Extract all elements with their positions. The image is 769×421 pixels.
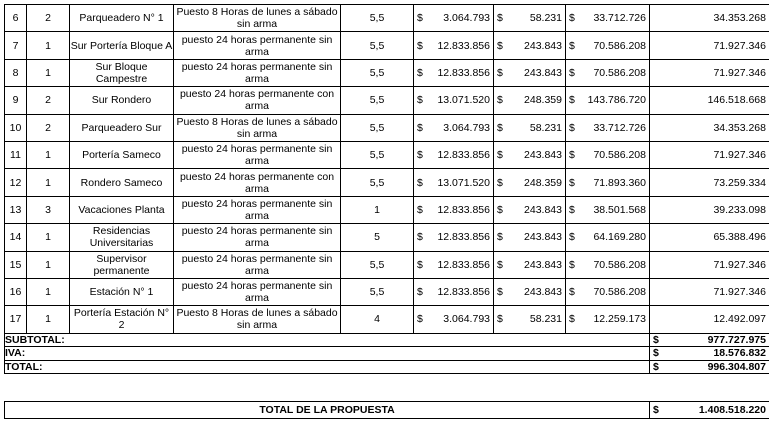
currency-sign: $ <box>497 149 503 162</box>
row-quantity: 2 <box>27 114 70 141</box>
subtotal-row <box>5 333 769 347</box>
row-quantity: 1 <box>27 251 70 278</box>
row-subtotal: 12.259.173 <box>593 313 646 326</box>
row-factor: 5,5 <box>341 114 414 141</box>
row-aiu: 58.231 <box>529 12 562 25</box>
row-number: 11 <box>5 141 27 168</box>
row-service: puesto 24 horas permanente sin arma <box>174 141 341 168</box>
proposal-total-value: 1.408.518.220 <box>698 404 766 416</box>
row-number: 8 <box>5 59 27 86</box>
row-location: Parqueadero N° 1 <box>70 5 174 32</box>
row-location: Sur Portería Bloque A <box>70 32 174 59</box>
currency-sign: $ <box>497 313 503 326</box>
currency-sign: $ <box>569 94 575 107</box>
currency-sign: $ <box>497 258 503 271</box>
currency-sign: $ <box>569 121 575 134</box>
table-row <box>5 114 769 141</box>
row-aiu: 243.843 <box>524 286 562 299</box>
row-quantity: 1 <box>27 141 70 168</box>
currency-sign: $ <box>497 176 503 189</box>
currency-sign: $ <box>497 203 503 216</box>
row-total: 71.927.346 <box>650 278 769 305</box>
table-row <box>5 196 769 223</box>
row-location: Residencias Universitarias <box>70 224 174 251</box>
row-total: 12.492.097 <box>650 306 769 333</box>
row-number: 6 <box>5 5 27 32</box>
row-quantity: 1 <box>27 224 70 251</box>
row-subtotal: 70.586.208 <box>593 66 646 79</box>
currency-sign: $ <box>569 12 575 25</box>
table-row <box>5 32 769 59</box>
total-row <box>5 360 769 374</box>
row-total: 146.518.668 <box>650 87 769 114</box>
currency-sign: $ <box>569 39 575 52</box>
currency-sign: $ <box>417 149 423 162</box>
currency-sign: $ <box>653 360 659 373</box>
row-unit-price: 3.064.793 <box>443 12 490 25</box>
currency-sign: $ <box>417 66 423 79</box>
row-quantity: 1 <box>27 169 70 196</box>
currency-sign: $ <box>417 176 423 189</box>
row-factor: 1 <box>341 196 414 223</box>
currency-sign: $ <box>417 94 423 107</box>
currency-sign: $ <box>569 149 575 162</box>
row-aiu: 243.843 <box>524 231 562 244</box>
row-total: 71.927.346 <box>650 141 769 168</box>
row-number: 7 <box>5 32 27 59</box>
row-unit-price: 12.833.856 <box>437 149 490 162</box>
currency-sign: $ <box>653 333 659 346</box>
row-service: puesto 24 horas permanente sin arma <box>174 32 341 59</box>
row-number: 16 <box>5 278 27 305</box>
subtotal-label: SUBTOTAL: <box>5 333 650 347</box>
row-unit-price: 12.833.856 <box>437 286 490 299</box>
currency-sign: $ <box>497 39 503 52</box>
currency-sign: $ <box>497 66 503 79</box>
currency-sign: $ <box>417 231 423 244</box>
row-unit-price: 13.071.520 <box>437 94 490 107</box>
row-unit-price: 3.064.793 <box>443 313 490 326</box>
row-factor: 5,5 <box>341 278 414 305</box>
table-row <box>5 224 769 251</box>
row-factor: 5,5 <box>341 32 414 59</box>
row-subtotal: 70.586.208 <box>593 258 646 271</box>
row-factor: 5,5 <box>341 169 414 196</box>
row-number: 13 <box>5 196 27 223</box>
row-total: 71.927.346 <box>650 251 769 278</box>
row-aiu: 248.359 <box>524 94 562 107</box>
currency-sign: $ <box>569 176 575 189</box>
currency-sign: $ <box>497 286 503 299</box>
row-factor: 4 <box>341 306 414 333</box>
quote-table <box>4 4 769 374</box>
currency-sign: $ <box>417 12 423 25</box>
proposal-total-label: TOTAL DE LA PROPUESTA <box>5 402 650 419</box>
row-location: Rondero Sameco <box>70 169 174 196</box>
proposal-total-row <box>5 402 769 419</box>
row-factor: 5 <box>341 224 414 251</box>
currency-sign: $ <box>417 286 423 299</box>
row-unit-price: 12.833.856 <box>437 39 490 52</box>
row-aiu: 58.231 <box>529 121 562 134</box>
row-total: 71.927.346 <box>650 59 769 86</box>
currency-sign: $ <box>497 94 503 107</box>
row-unit-price: 12.833.856 <box>437 203 490 216</box>
row-service: puesto 24 horas permanente sin arma <box>174 196 341 223</box>
row-quantity: 1 <box>27 278 70 305</box>
row-subtotal: 70.586.208 <box>593 286 646 299</box>
row-aiu: 243.843 <box>524 203 562 216</box>
row-unit-price: 12.833.856 <box>437 258 490 271</box>
iva-label: IVA: <box>5 347 650 361</box>
iva-value: 18.576.832 <box>713 347 766 360</box>
table-row <box>5 141 769 168</box>
currency-sign: $ <box>497 12 503 25</box>
row-total: 34.353.268 <box>650 114 769 141</box>
row-quantity: 1 <box>27 59 70 86</box>
row-aiu: 58.231 <box>529 313 562 326</box>
row-subtotal: 71.893.360 <box>593 176 646 189</box>
currency-sign: $ <box>569 231 575 244</box>
row-location: Vacaciones Planta <box>70 196 174 223</box>
currency-sign: $ <box>653 404 659 416</box>
row-number: 9 <box>5 87 27 114</box>
row-location: Estación N° 1 <box>70 278 174 305</box>
row-service: Puesto 8 Horas de lunes a sábado sin arma <box>174 114 341 141</box>
table-row <box>5 5 769 32</box>
currency-sign: $ <box>417 39 423 52</box>
row-service: puesto 24 horas permanente sin arma <box>174 59 341 86</box>
currency-sign: $ <box>653 347 659 360</box>
row-factor: 5,5 <box>341 251 414 278</box>
row-service: puesto 24 horas permanente sin arma <box>174 251 341 278</box>
currency-sign: $ <box>417 313 423 326</box>
row-unit-price: 13.071.520 <box>437 176 490 189</box>
row-subtotal: 70.586.208 <box>593 39 646 52</box>
row-quantity: 1 <box>27 306 70 333</box>
row-aiu: 243.843 <box>524 66 562 79</box>
row-service: puesto 24 horas permanente con arma <box>174 169 341 196</box>
currency-sign: $ <box>569 66 575 79</box>
row-service: Puesto 8 Horas de lunes a sábado sin arma <box>174 306 341 333</box>
total-value: 996.304.807 <box>707 360 766 373</box>
row-quantity: 2 <box>27 5 70 32</box>
row-location: Sur Bloque Campestre <box>70 59 174 86</box>
row-aiu: 243.843 <box>524 258 562 271</box>
row-subtotal: 33.712.726 <box>593 121 646 134</box>
proposal-total-table <box>4 401 769 419</box>
row-quantity: 2 <box>27 87 70 114</box>
table-row <box>5 306 769 333</box>
row-total: 73.259.334 <box>650 169 769 196</box>
row-unit-price: 12.833.856 <box>437 231 490 244</box>
row-aiu: 243.843 <box>524 149 562 162</box>
row-factor: 5,5 <box>341 87 414 114</box>
row-location: Sur Rondero <box>70 87 174 114</box>
row-total: 65.388.496 <box>650 224 769 251</box>
row-quantity: 1 <box>27 32 70 59</box>
total-label: TOTAL: <box>5 360 650 374</box>
currency-sign: $ <box>417 203 423 216</box>
row-service: puesto 24 horas permanente con arma <box>174 87 341 114</box>
iva-row <box>5 347 769 361</box>
row-quantity: 3 <box>27 196 70 223</box>
table-row <box>5 278 769 305</box>
row-number: 14 <box>5 224 27 251</box>
row-factor: 5,5 <box>341 5 414 32</box>
row-subtotal: 64.169.280 <box>593 231 646 244</box>
row-factor: 5,5 <box>341 141 414 168</box>
row-number: 17 <box>5 306 27 333</box>
subtotal-value: 977.727.975 <box>707 333 766 346</box>
currency-sign: $ <box>569 203 575 216</box>
table-row <box>5 251 769 278</box>
table-row <box>5 169 769 196</box>
row-service: puesto 24 horas permanente sin arma <box>174 224 341 251</box>
row-total: 71.927.346 <box>650 32 769 59</box>
currency-sign: $ <box>417 258 423 271</box>
row-subtotal: 143.786.720 <box>587 94 646 107</box>
currency-sign: $ <box>569 313 575 326</box>
table-row <box>5 59 769 86</box>
row-aiu: 243.843 <box>524 39 562 52</box>
row-total: 34.353.268 <box>650 5 769 32</box>
row-number: 10 <box>5 114 27 141</box>
row-subtotal: 38.501.568 <box>593 203 646 216</box>
row-unit-price: 12.833.856 <box>437 66 490 79</box>
currency-sign: $ <box>497 121 503 134</box>
row-subtotal: 70.586.208 <box>593 149 646 162</box>
currency-sign: $ <box>417 121 423 134</box>
currency-sign: $ <box>497 231 503 244</box>
row-number: 15 <box>5 251 27 278</box>
row-unit-price: 3.064.793 <box>443 121 490 134</box>
currency-sign: $ <box>569 258 575 271</box>
row-subtotal: 33.712.726 <box>593 12 646 25</box>
row-aiu: 248.359 <box>524 176 562 189</box>
row-service: puesto 24 horas permanente sin arma <box>174 278 341 305</box>
row-number: 12 <box>5 169 27 196</box>
row-location: Portería Sameco <box>70 141 174 168</box>
table-row <box>5 87 769 114</box>
row-factor: 5,5 <box>341 59 414 86</box>
row-location: Portería Estación N° 2 <box>70 306 174 333</box>
row-service: Puesto 8 Horas de lunes a sábado sin arma <box>174 5 341 32</box>
row-location: Parqueadero Sur <box>70 114 174 141</box>
currency-sign: $ <box>569 286 575 299</box>
row-location: Supervisor permanente <box>70 251 174 278</box>
row-total: 39.233.098 <box>650 196 769 223</box>
